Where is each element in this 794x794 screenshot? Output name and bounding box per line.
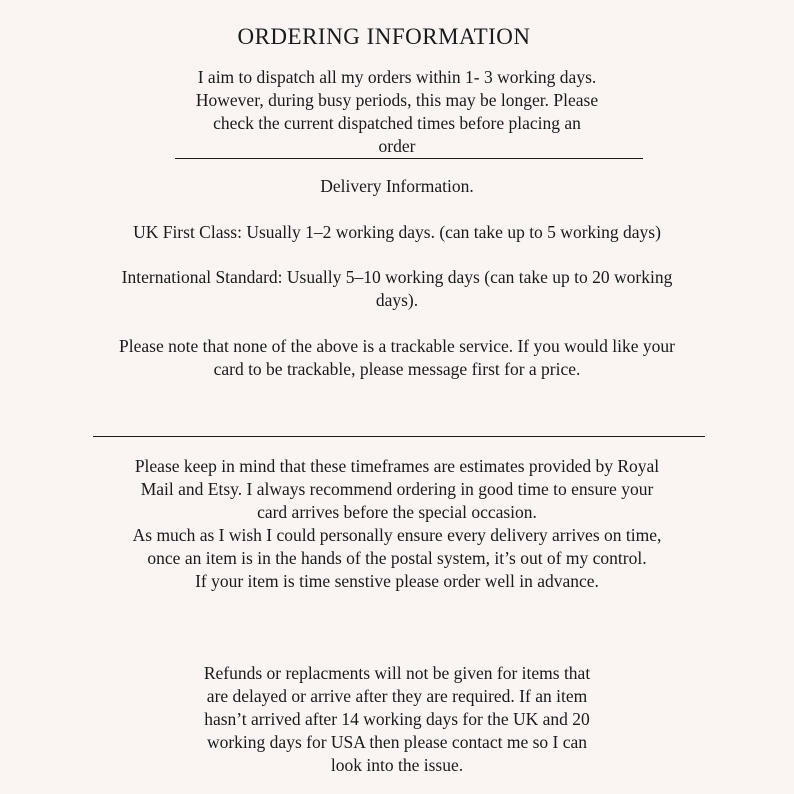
- international-paragraph: [0, 266, 794, 312]
- dispatch-line: However, during busy periods, this may be longer. Please: [195, 90, 599, 110]
- refunds-paragraph: [0, 662, 794, 777]
- timeframes-line: As much as I wish I could personally ensure every delivery arrives on time,: [132, 525, 662, 545]
- tracking-note-line: card to be trackable, please message first for a price.: [213, 359, 581, 379]
- divider-middle: [93, 436, 705, 437]
- timeframes-line: Please keep in mind that these timeframes are estimates provided by Royal: [134, 456, 660, 476]
- dispatch-line: check the current dispatched times before placing an: [213, 113, 581, 133]
- tracking-note-paragraph: [0, 335, 794, 381]
- timeframes-paragraph: [0, 455, 794, 593]
- refunds-line: are delayed or arrive after they are required. If an item: [206, 686, 588, 706]
- uk-first-class-text: UK First Class: Usually 1–2 working days. (can take up to 5 working days): [133, 222, 661, 242]
- refunds-line: Refunds or replacments will not be given for items that: [203, 663, 591, 683]
- dispatch-line: I aim to dispatch all my orders within 1- 3 working days.: [197, 67, 597, 87]
- timeframes-line: If your item is time senstive please order well in advance.: [195, 571, 599, 591]
- dispatch-paragraph: [0, 66, 794, 158]
- page-title: ORDERING INFORMATION: [237, 24, 531, 49]
- delivery-heading-text: Delivery Information.: [320, 176, 474, 196]
- timeframes-line: once an item is in the hands of the postal system, it’s out of my control.: [147, 548, 647, 568]
- refunds-line: look into the issue.: [330, 755, 464, 775]
- tracking-note-line: Please note that none of the above is a trackable service. If you would like your: [119, 336, 675, 356]
- international-line: days).: [375, 290, 419, 310]
- refunds-line: hasn’t arrived after 14 working days for the UK and 20: [204, 709, 590, 729]
- divider-top: [175, 158, 643, 159]
- uk-first-class-paragraph: [0, 221, 794, 244]
- international-line: International Standard: Usually 5–10 working days (can take up to 20 working: [121, 267, 673, 287]
- timeframes-line: card arrives before the special occasion.: [257, 502, 537, 522]
- timeframes-line: Mail and Etsy. I always recommend ordering in good time to ensure your: [140, 479, 654, 499]
- delivery-heading: [0, 175, 794, 198]
- dispatch-line: order: [378, 136, 416, 156]
- refunds-line: working days for USA then please contact me so I can: [206, 732, 588, 752]
